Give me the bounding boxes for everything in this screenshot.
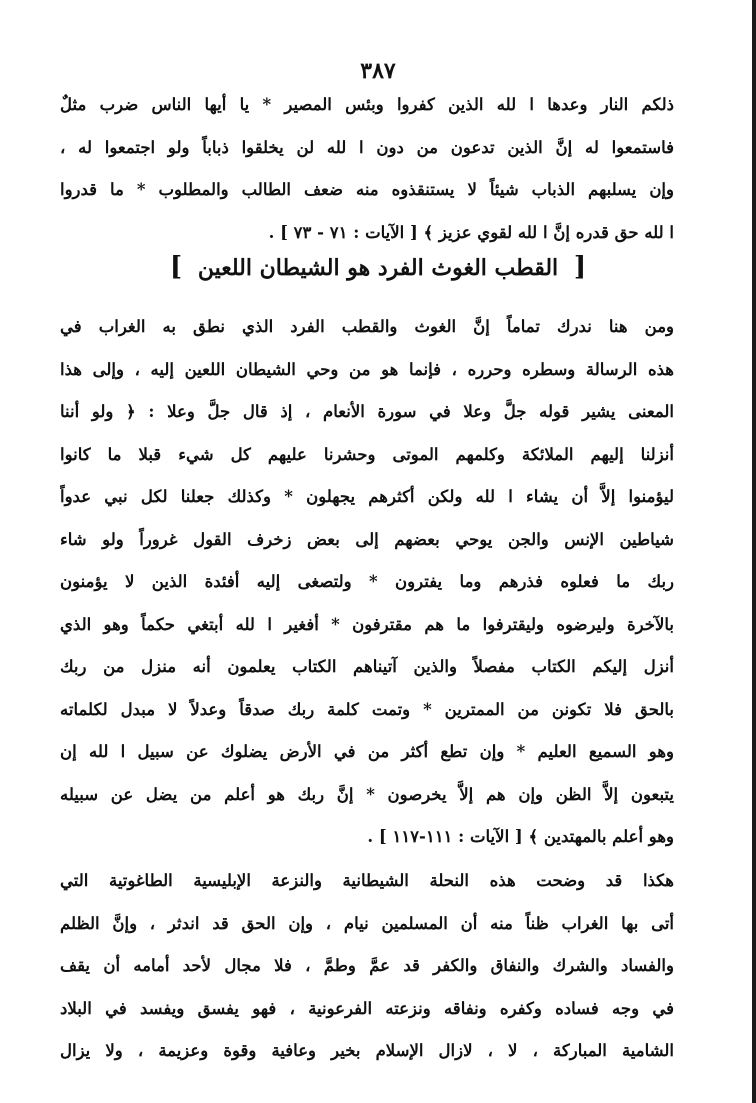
main-line: بالحق فلا تكونن من الممترين * وتمت كلمة ربك صدقاً وعدلاً لا مبدل لكلماته (60, 699, 674, 719)
intro-paragraph (60, 84, 674, 254)
main-line: هذه الرسالة وسطره وحرره ، فإنما هو من وحي الشيطان اللعين إليه ، وإلى هذا (60, 359, 674, 379)
closing-line: في وجه فساده وكفره ونفاقه ونزعته الفرعونية ، فهو يفسق ويفسد في البلاد (60, 998, 674, 1018)
main-line: وهو أعلم بالمهتدين ﴾ [ الآيات : ١١١-١١٧ ] . (367, 827, 674, 846)
closing-line: والفساد والشرك والنفاق والكفر قد عمَّ وطمَّ ، فلا مجال لأحد أمامه أن يقف (60, 956, 674, 975)
main-line: أنزلنا إليهم الملائكة وكلمهم الموتى وحشرنا عليهم كل شيء قبلا ما كانوا (60, 444, 674, 464)
section-heading (0, 252, 756, 282)
closing-paragraph (60, 860, 674, 1073)
main-line: وهو السميع العليم * وإن تطع أكثر من في الأرض يضلوك عن سبيل ا لله إن (60, 742, 674, 761)
page-edge-shadow (752, 0, 756, 1103)
main-line: ليؤمنوا إلاَّ أن يشاء ا لله ولكن أكثرهم يجهلون * وكذلك جعلنا لكل نبي عدواً (60, 487, 674, 506)
intro-line: ا لله حق قدره إنَّ ا لله لقوي عزيز ﴾ [ الآيات : ٧١ - ٧٣ ] . (268, 222, 674, 242)
heading-bracket-close: ] (169, 252, 183, 282)
page-number: ٣٨٧ (360, 58, 396, 84)
main-line: ومن هنا ندرك تماماً إنَّ الغوث والقطب الفرد الذي نطق به الغراب في (60, 317, 674, 336)
main-line: شياطين الإنس والجن يوحي بعضهم إلى بعض زخرف القول غروراً ولو شاء (60, 529, 674, 549)
main-line: المعنى يشير قوله جلَّ وعلا في سورة الأنعام ، إذ قال جلَّ وعلا : ﴿ ولو أننا (60, 402, 674, 421)
main-line: أنزل إليكم الكتاب مفصلاً والذين آتيناهم الكتاب يعلمون أنه منزل من ربك (60, 657, 674, 676)
closing-line: هكذا قد وضحت هذه النحلة الشيطانية والنزعة الإبليسية الطاغوتية التي (60, 871, 674, 890)
closing-line: أتى بها الغراب ظناً منه أن المسلمين نيام ، وإن الحق قد اندثر ، وإنَّ الظلم (60, 913, 674, 933)
closing-line: الشامية المباركة ، لا ، لازال الإسلام بخير وعافية وقوة وعزيمة ، ولا يزال (60, 1041, 674, 1060)
main-line: يتبعون إلاَّ الظن وإن هم إلاَّ يخرصون * إنَّ ربك هو أعلم من يضل عن سبيله (60, 784, 674, 804)
intro-line: وإن يسلبهم الذباب شيئاً لا يستنقذوه منه ضعف الطالب والمطلوب * ما قدروا (60, 180, 674, 199)
main-paragraph (60, 306, 674, 859)
main-line: ربك ما فعلوه فذرهم وما يفترون * ولتصغى إليه أفئدة الذين لا يؤمنون (60, 572, 674, 591)
intro-line: ذلكم النار وعدها ا لله الذين كفروا وبئس المصير * يا أيها الناس ضرب مثلٌ (60, 95, 674, 114)
intro-line: فاستمعوا له إنَّ الذين تدعون من دون ا لله لن يخلقوا ذباباً ولو اجتمعوا له ، (60, 137, 674, 157)
heading-bracket-open: [ (573, 252, 587, 282)
main-line: بالآخرة وليرضوه وليقترفوا ما هم مقترفون * أفغير ا لله أبتغي حكماً وهو الذي (60, 614, 674, 634)
heading-title: القطب الغوث الفرد هو الشيطان اللعين (197, 255, 559, 281)
